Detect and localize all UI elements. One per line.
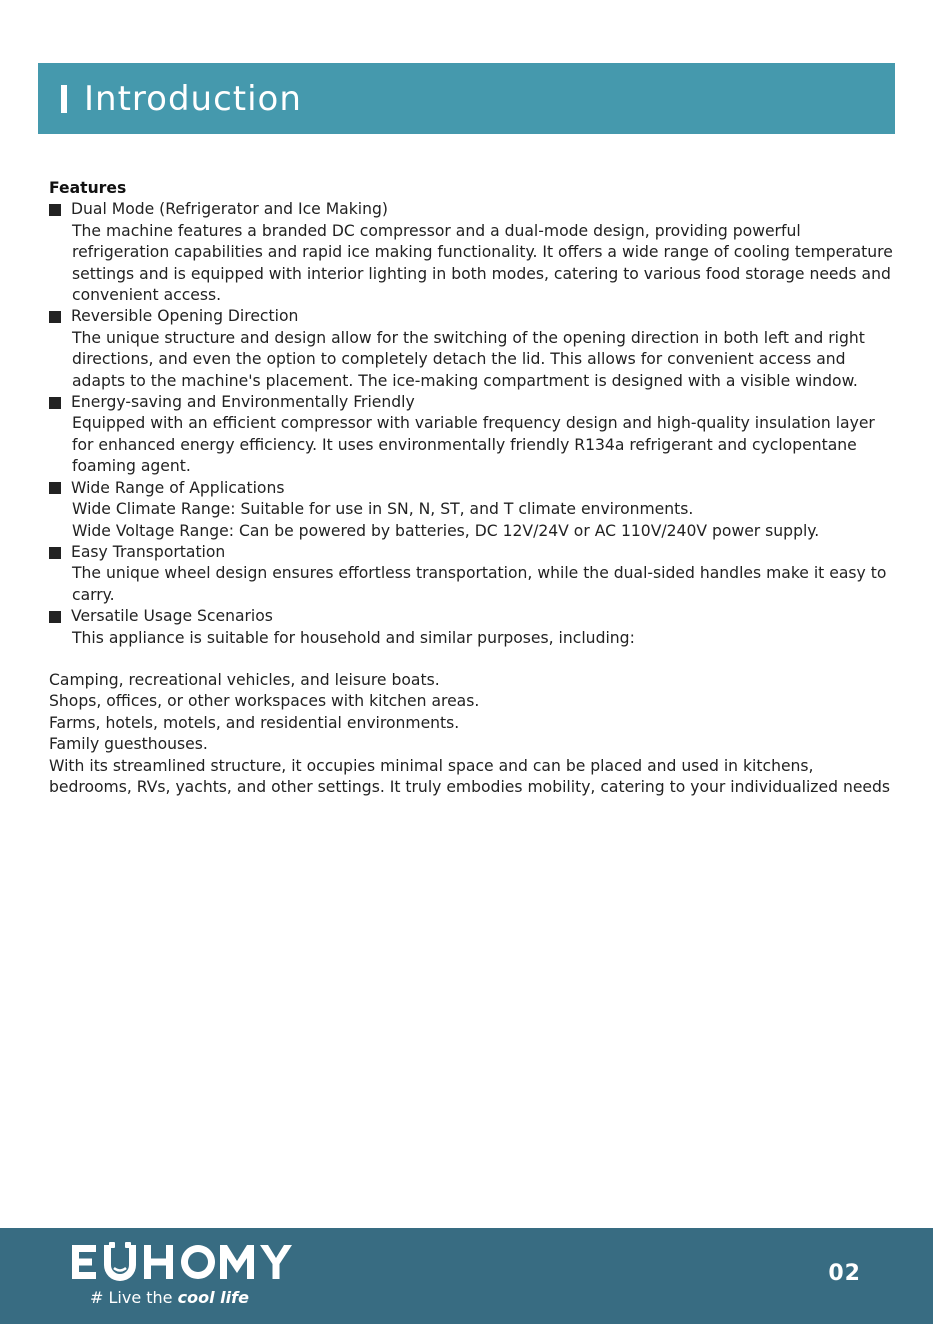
usage-line: Camping, recreational vehicles, and leisure boats. xyxy=(49,670,440,689)
euhomy-logo xyxy=(70,1242,295,1282)
square-bullet-icon xyxy=(49,397,61,409)
feature-description: This appliance is suitable for household and similar purposes, including: xyxy=(72,628,635,647)
feature-description: The unique wheel design ensures effortless transportation, while the dual-sided handles make it easy to carry. xyxy=(72,564,887,604)
square-bullet-icon xyxy=(49,204,61,216)
page-number: 02 xyxy=(828,1261,861,1286)
slogan-emphasis: cool life xyxy=(177,1288,249,1307)
feature-description: Equipped with an efficient compressor with variable frequency design and high-quality insulation layer for enhanced energy efficiency. It uses environmentally friendly R134a refrigerant and cyclopentane foaming agent. xyxy=(72,414,875,476)
section-header-bar xyxy=(38,63,895,134)
feature-description: Wide Voltage Range: Can be powered by batteries, DC 12V/24V or AC 110V/240V power supply. xyxy=(72,521,820,540)
usage-line: Family guesthouses. xyxy=(49,735,208,754)
feature-title: Energy-saving and Environmentally Friendly xyxy=(71,393,415,412)
feature-title: Reversible Opening Direction xyxy=(71,307,299,326)
feature-item-wide-range xyxy=(49,478,899,542)
slogan-prefix: # Live the xyxy=(90,1288,173,1307)
header-accent-mark xyxy=(61,85,67,113)
footer-bar xyxy=(0,1228,933,1324)
feature-item-dual-mode xyxy=(49,199,899,306)
feature-title: Versatile Usage Scenarios xyxy=(71,607,273,626)
usage-line: Farms, hotels, motels, and residential environments. xyxy=(49,713,460,732)
usage-line: Shops, offices, or other workspaces with kitchen areas. xyxy=(49,692,480,711)
feature-description: Wide Climate Range: Suitable for use in SN, N, ST, and T climate environments. xyxy=(72,500,694,519)
feature-item-versatile-usage xyxy=(49,606,899,649)
feature-item-energy-saving xyxy=(49,392,899,478)
feature-description: The machine features a branded DC compressor and a dual-mode design, providing powerful refrigeration capabilities and rapid ice making functionality. It offers a wide range of cooling temperature settings and is equipped with interior lighting in both modes, catering to various food storage needs and convenient access. xyxy=(72,221,893,305)
feature-title: Easy Transportation xyxy=(71,542,226,561)
usage-summary: With its streamlined structure, it occupies minimal space and can be placed and used in kitchens, bedrooms, RVs, yachts, and other settings. It truly embodies mobility, catering to your individualized needs xyxy=(49,756,891,796)
features-heading: Features xyxy=(49,179,127,197)
usage-list xyxy=(49,670,899,798)
feature-item-easy-transportation xyxy=(49,542,899,606)
feature-description: The unique structure and design allow for the switching of the opening direction in both left and right directions, and even the option to completely detach the lid. This allows for convenient access and adapts to the machine's placement. The ice-making compartment is designed with a visible window. xyxy=(72,328,865,390)
square-bullet-icon xyxy=(49,482,61,494)
square-bullet-icon xyxy=(49,547,61,559)
feature-title: Wide Range of Applications xyxy=(71,478,285,497)
page-title: Introduction xyxy=(84,78,302,119)
square-bullet-icon xyxy=(49,611,61,623)
main-content xyxy=(49,178,899,798)
square-bullet-icon xyxy=(49,311,61,323)
feature-title: Dual Mode (Refrigerator and Ice Making) xyxy=(71,200,388,219)
brand-slogan xyxy=(90,1288,249,1307)
feature-item-reversible-opening xyxy=(49,306,899,392)
